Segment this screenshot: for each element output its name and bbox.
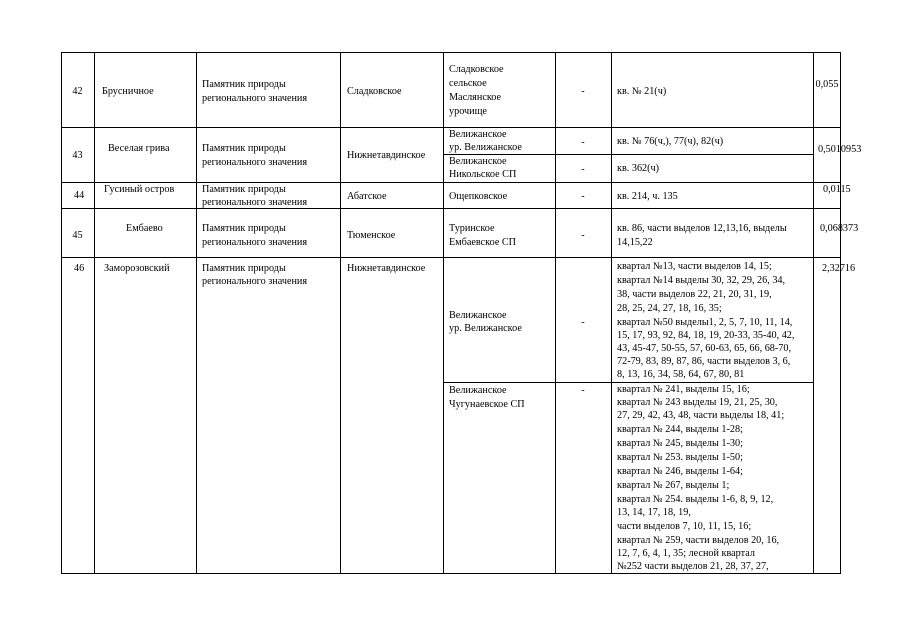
status-value: - — [581, 137, 585, 148]
status-value: - — [581, 86, 585, 97]
site-name: Брусничное — [102, 86, 154, 97]
district: Абатское — [347, 191, 387, 202]
status-value: - — [581, 317, 585, 328]
table-rule — [61, 52, 62, 573]
forestry-line: Маслянское — [449, 92, 502, 103]
district: Тюменское — [347, 230, 396, 241]
forestry-line: ур. Велижанское — [449, 323, 522, 334]
quarters-line: кв. 362(ч) — [617, 163, 660, 174]
forestry-line: Туринское — [449, 223, 495, 234]
site-category: Памятник природы — [202, 223, 286, 234]
site-name: Заморозовский — [104, 263, 170, 274]
quarters-line: квартал № 267, выделы 1; — [617, 480, 730, 491]
area-value: 0,068373 — [820, 223, 859, 234]
quarters-line: квартал № 254. выделы 1-6, 8, 9, 12, — [617, 494, 774, 505]
row-number: 44 — [74, 190, 85, 201]
quarters-line: квартал № 253. выделы 1-50; — [617, 452, 743, 463]
quarters-line: квартал № 245, выделы 1-30; — [617, 438, 743, 449]
site-category: регионального значения — [202, 93, 308, 104]
quarters-line: 72-79, 83, 89, 87, 86, части выделов 3, 6, — [617, 356, 791, 367]
site-name: Веселая грива — [108, 143, 170, 154]
site-category: Памятник природы — [202, 143, 286, 154]
quarters-line: 8, 13, 16, 34, 58, 64, 67, 80, 81 — [617, 369, 745, 380]
row-number: 42 — [72, 86, 83, 97]
quarters-line: части выделов 7, 10, 11, 15, 16; — [617, 521, 752, 532]
status-value: - — [581, 164, 585, 175]
forestry-line: Велижанское — [449, 310, 507, 321]
status-value: - — [581, 385, 585, 396]
site-category: Памятник природы — [202, 263, 286, 274]
status-value: - — [581, 191, 585, 202]
quarters-line: 28, 25, 24, 27, 18, 16, 35; — [617, 303, 722, 314]
quarters-line: кв. № 76(ч,), 77(ч), 82(ч) — [617, 136, 724, 147]
table-rule — [611, 52, 612, 573]
row-number: 45 — [72, 230, 83, 241]
quarters-line: 27, 29, 42, 43, 48, части выделы 18, 41; — [617, 410, 785, 421]
site-category: регионального значения — [202, 197, 308, 208]
quarters-line: квартал №13, части выделов 14, 15; — [617, 261, 772, 272]
quarters-line: квартал № 259, части выделов 20, 16, — [617, 535, 780, 546]
quarters-line: кв. № 21(ч) — [617, 86, 667, 97]
quarters-line: квартал №50 выделы1, 2, 5, 7, 10, 11, 14, — [617, 317, 793, 328]
site-name: Гусиный остров — [104, 184, 175, 195]
area-value: 2,32716 — [822, 263, 856, 274]
forestry-line: ур. Велижанское — [449, 142, 522, 153]
quarters-line: квартал № 246, выделы 1-64; — [617, 466, 743, 477]
quarters-line: кв. 86, части выделов 12,13,16, выделы — [617, 223, 787, 234]
site-category: регионального значения — [202, 276, 308, 287]
forestry-line: урочище — [449, 106, 487, 117]
district: Сладковское — [347, 86, 402, 97]
table-rule — [340, 52, 341, 573]
quarters-line: квартал № 243 выделы 19, 21, 25, 30, — [617, 397, 778, 408]
district: Нижнетавдинское — [347, 263, 426, 274]
table-rule — [555, 52, 556, 573]
row-number: 43 — [72, 150, 83, 161]
quarters-line: 38, части выделов 22, 21, 20, 31, 19, — [617, 289, 772, 300]
area-value: 0,5010953 — [818, 144, 862, 155]
area-value: 0,0115 — [823, 184, 851, 195]
quarters-line: квартал № 241, выделы 15, 16; — [617, 384, 750, 395]
forestry-line: Велижанское — [449, 129, 507, 140]
quarters-line: кв. 214, ч. 135 — [617, 191, 678, 202]
site-category: регионального значения — [202, 237, 308, 248]
forestry-line: Ощепковское — [449, 191, 508, 202]
quarters-line: 12, 7, 6, 4, 1, 35; лесной квартал — [617, 548, 755, 559]
table-rule — [443, 52, 444, 573]
quarters-line: №252 части выделов 21, 28, 37, 27, — [617, 561, 769, 572]
forestry-line: сельское — [449, 78, 487, 89]
quarters-line: 14,15,22 — [617, 237, 653, 248]
quarters-line: квартал № 244, выделы 1-28; — [617, 424, 743, 435]
table-rule — [813, 52, 814, 573]
quarters-line: 43, 45-47, 50-55, 57, 60-63, 65, 66, 68-70, — [617, 343, 792, 354]
table-rule — [61, 257, 841, 258]
quarters-line: квартал №14 выделы 30, 32, 29, 26, 34, — [617, 275, 786, 286]
site-category: Памятник природы — [202, 184, 286, 195]
quarters-line: 13, 14, 17, 18, 19, — [617, 507, 691, 518]
forestry-line: Велижанское — [449, 156, 507, 167]
site-name: Ембаево — [126, 223, 163, 234]
forestry-line: Велижанское — [449, 385, 507, 396]
row-number: 46 — [74, 263, 85, 274]
quarters-line: 15, 17, 93, 92, 84, 18, 19, 20-33, 35-40, 42, — [617, 330, 795, 341]
table-rule — [61, 182, 841, 183]
site-category: Памятник природы — [202, 79, 286, 90]
district: Нижнетавдинское — [347, 150, 426, 161]
forestry-line: Никольское СП — [449, 169, 517, 180]
table-rule — [61, 52, 841, 53]
site-category: регионального значения — [202, 157, 308, 168]
table-rule — [61, 208, 841, 209]
table-rule — [196, 52, 197, 573]
table-rule — [94, 52, 95, 573]
table-rule — [840, 52, 841, 573]
forestry-line: Ембаевское СП — [449, 237, 517, 248]
forestry-line: Чугунаевское СП — [449, 399, 525, 410]
forestry-line: Сладковское — [449, 64, 504, 75]
area-value: 0,055 — [815, 79, 839, 90]
status-value: - — [581, 230, 585, 241]
